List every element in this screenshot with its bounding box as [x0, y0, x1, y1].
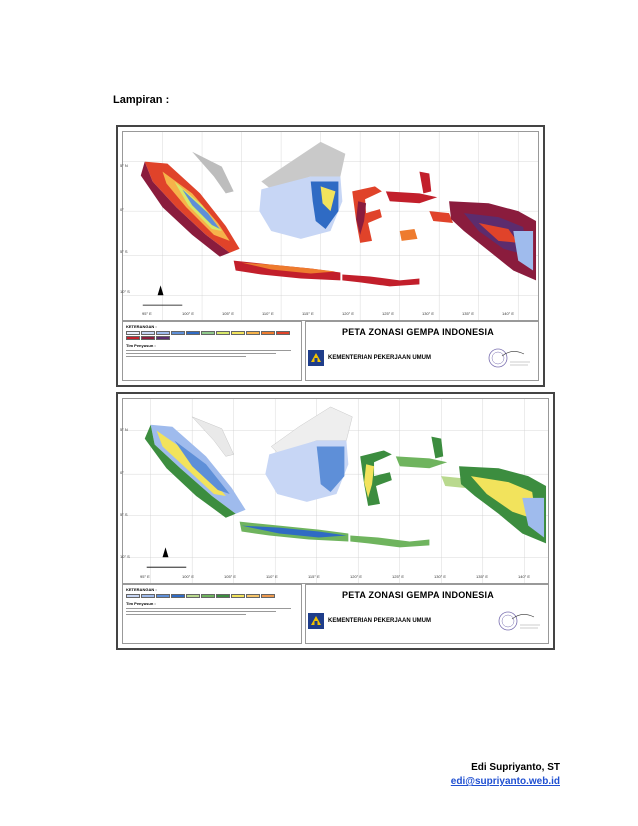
lon-label: 115° E: [308, 574, 320, 579]
penyusun-title: Tim Penyusun :: [126, 601, 156, 606]
legend-swatch: [201, 331, 215, 335]
lat-label: 5° S: [120, 249, 128, 254]
legend-swatch: [246, 594, 260, 598]
legend-swatch: [126, 336, 140, 340]
keterangan-box: [122, 321, 302, 381]
legend-swatch: [171, 594, 185, 598]
map-canvas: [122, 131, 539, 321]
pu-logo-icon: [308, 350, 324, 366]
legend-swatch: [156, 336, 170, 340]
keterangan-box: [122, 584, 302, 644]
legend-swatch: [261, 594, 275, 598]
seismic-map-2: [116, 392, 555, 650]
penyusun-title: Tim Penyusun :: [126, 343, 156, 348]
legend-swatch: [141, 331, 155, 335]
lon-label: 120° E: [342, 311, 355, 316]
lon-label: 95° E: [142, 311, 152, 316]
title-block: [305, 321, 539, 381]
legend-swatch: [276, 331, 290, 335]
official-stamp-icon: [488, 344, 532, 370]
lat-label: 0°: [120, 470, 124, 475]
legend-swatch: [126, 594, 140, 598]
lon-labels: [122, 311, 539, 318]
lon-label: 100° E: [182, 311, 195, 316]
map-title: PETA ZONASI GEMPA INDONESIA: [342, 590, 494, 600]
ministry-name: KEMENTERIAN PEKERJAAN UMUM: [328, 618, 432, 624]
legend-swatch: [171, 331, 185, 335]
lon-label: 130° E: [422, 311, 435, 316]
lon-label: 105° E: [224, 574, 237, 579]
author-name: Edi Supriyanto, ST: [471, 762, 560, 773]
lon-label: 110° E: [262, 311, 274, 316]
lon-label: 110° E: [266, 574, 278, 579]
lon-labels: [122, 574, 549, 581]
seismic-map-1: [116, 125, 545, 387]
map-legend: [122, 584, 549, 644]
lat-label: 10° S: [120, 554, 130, 559]
author-email-link[interactable]: edi@supriyanto.web.id: [450, 776, 560, 787]
lat-label: 10° S: [120, 289, 130, 294]
indonesia-hazard-map-green: [123, 399, 548, 583]
legend-swatch: [126, 331, 140, 335]
legend-swatches: [126, 331, 296, 340]
ministry-name: KEMENTERIAN PEKERJAAN UMUM: [328, 355, 432, 361]
ministry-block: [306, 611, 431, 631]
keterangan-title: KETERANGAN :: [126, 587, 157, 592]
lon-label: 120° E: [350, 574, 363, 579]
lat-label: 5° N: [120, 163, 128, 168]
lon-label: 125° E: [382, 311, 395, 316]
ministry-block: [306, 348, 431, 368]
legend-swatch: [231, 594, 245, 598]
legend-swatches: [126, 594, 296, 598]
legend-swatch: [216, 331, 230, 335]
lat-label: 0°: [120, 207, 124, 212]
lon-label: 105° E: [222, 311, 235, 316]
title-block: [305, 584, 549, 644]
page-heading: Lampiran :: [113, 94, 170, 106]
lon-label: 130° E: [434, 574, 447, 579]
legend-swatch: [231, 331, 245, 335]
legend-swatch: [216, 594, 230, 598]
lon-label: 95° E: [140, 574, 150, 579]
legend-swatch: [156, 331, 170, 335]
lon-label: 140° E: [502, 311, 515, 316]
legend-swatch: [201, 594, 215, 598]
legend-swatch: [141, 594, 155, 598]
lon-label: 135° E: [476, 574, 489, 579]
legend-swatch: [186, 594, 200, 598]
legend-swatch: [246, 331, 260, 335]
lat-label: 5° S: [120, 512, 128, 517]
map-legend: [122, 321, 539, 381]
lon-label: 115° E: [302, 311, 314, 316]
indonesia-hazard-map-red: [123, 132, 538, 320]
lat-label: 5° N: [120, 427, 128, 432]
keterangan-title: KETERANGAN :: [126, 324, 157, 329]
map-canvas: [122, 398, 549, 584]
penyusun-text: [126, 608, 298, 616]
lon-label: 140° E: [518, 574, 531, 579]
map-title: PETA ZONASI GEMPA INDONESIA: [342, 327, 494, 337]
legend-swatch: [156, 594, 170, 598]
legend-swatch: [186, 331, 200, 335]
legend-swatch: [141, 336, 155, 340]
lon-label: 135° E: [462, 311, 475, 316]
legend-swatch: [261, 331, 275, 335]
official-stamp-icon: [498, 607, 542, 633]
pu-logo-icon: [308, 613, 324, 629]
lon-label: 125° E: [392, 574, 405, 579]
penyusun-text: [126, 350, 298, 358]
lon-label: 100° E: [182, 574, 195, 579]
